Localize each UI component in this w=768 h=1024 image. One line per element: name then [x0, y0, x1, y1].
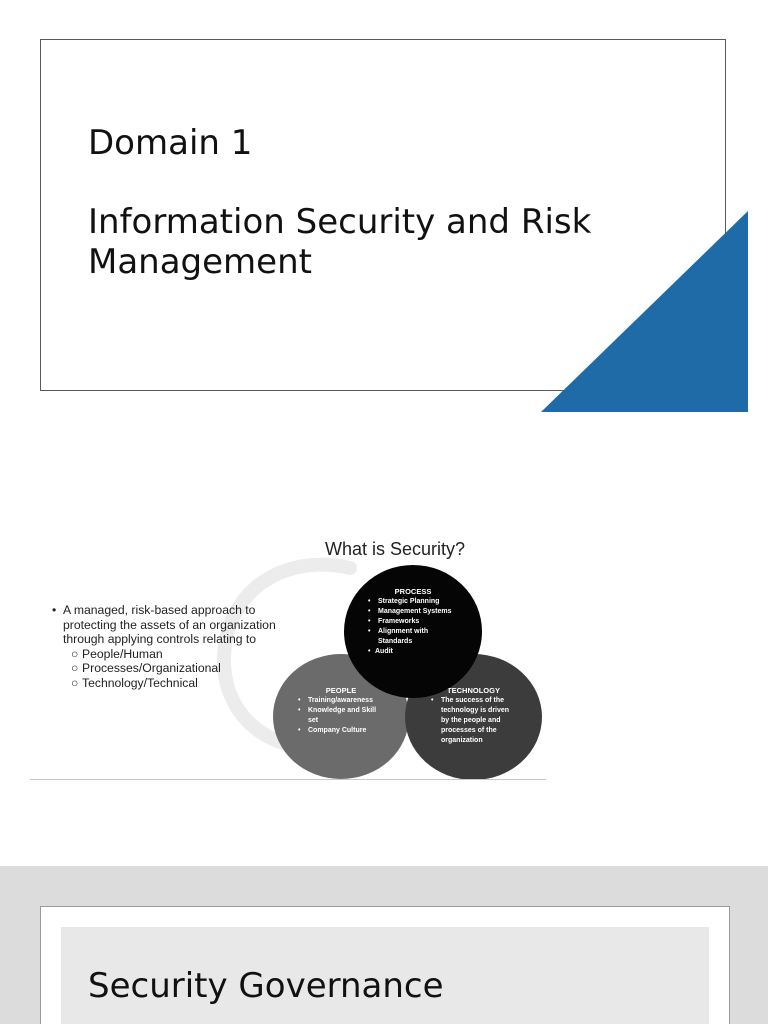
slide-divider: [30, 779, 546, 780]
slide-what-is-security: [30, 515, 548, 781]
process-list: [368, 597, 464, 657]
sub-bullet: [52, 661, 312, 676]
people-item: • Knowledge and Skill set: [298, 707, 377, 724]
slide-heading: What is Security?: [324, 539, 466, 559]
technology-heading: TECHNOLOGY: [447, 686, 500, 695]
people-heading: PEOPLE: [325, 686, 357, 695]
sub-bullet-text: Processes/Organizational: [82, 661, 221, 676]
process-item: • Frameworks: [368, 618, 420, 625]
process-item: • Audit: [368, 648, 393, 655]
definition-bullet: [52, 603, 312, 647]
domain-label: Domain 1: [88, 123, 253, 163]
bullet-circle-icon: ○: [71, 675, 79, 690]
process-item: • Management Systems: [368, 608, 452, 615]
definition-list: [52, 603, 312, 691]
process-heading: PROCESS: [394, 587, 432, 596]
slide-title: Security Governance: [88, 966, 444, 1006]
sub-bullet: [52, 647, 312, 662]
people-list: [298, 696, 384, 736]
process-circle: [344, 565, 482, 698]
technology-item: • The success of the technology is driven by the people and processes of the organization: [431, 697, 510, 744]
people-item: • Company Culture: [298, 727, 367, 734]
sub-bullet-text: People/Human: [82, 646, 163, 661]
people-item: • Training/awareness: [298, 697, 373, 704]
bullet-circle-icon: ○: [71, 646, 79, 661]
process-item: • Alignment with Standards: [368, 628, 429, 645]
slide-title: Information Security and Risk Management: [88, 202, 592, 282]
definition-text: A managed, risk-based approach to protecting the assets of an organization through applying controls relating to: [63, 603, 276, 647]
technology-list: [431, 696, 513, 746]
bullet-circle-icon: ○: [71, 661, 79, 676]
process-item: • Strategic Planning: [368, 598, 440, 605]
bullet-dot-icon: •: [52, 603, 57, 617]
sub-bullet-text: Technology/Technical: [82, 675, 198, 690]
